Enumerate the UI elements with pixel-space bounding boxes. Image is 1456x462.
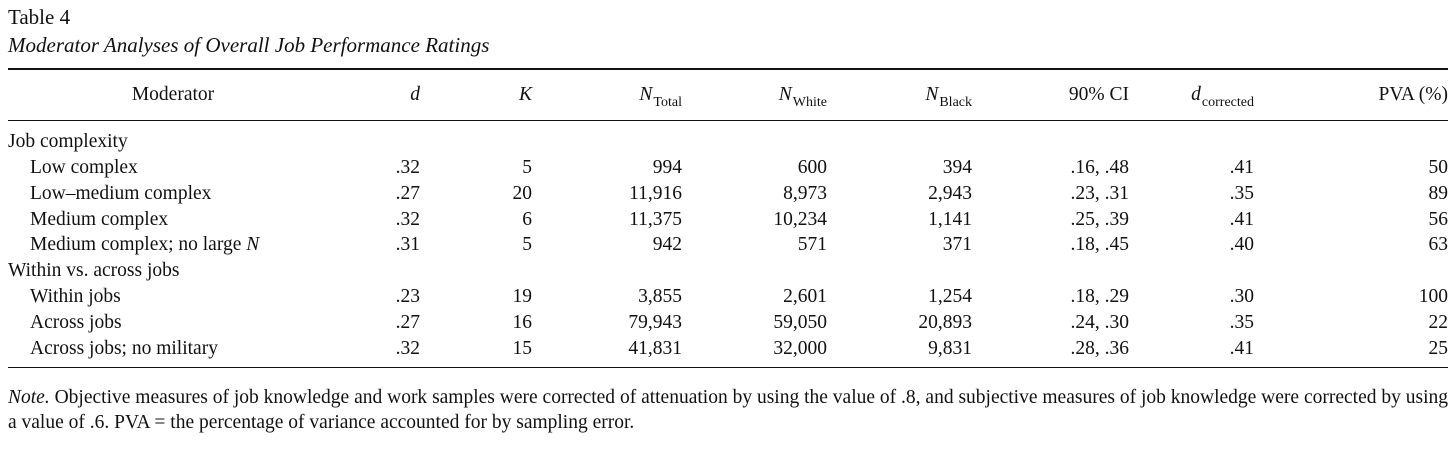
group-label: Within vs. across jobs (8, 260, 180, 282)
cell-n-total: 79,943 (628, 311, 682, 333)
header-row (8, 70, 1448, 121)
cell-pva: 22 (1428, 311, 1448, 333)
cell-n-black: 2,943 (928, 182, 972, 204)
row-label-text: Across jobs; no military (30, 337, 218, 359)
cell-k: 5 (522, 157, 532, 178)
row-label-text: Across jobs (30, 311, 122, 333)
row-label (8, 155, 338, 181)
cell-n-white: 8,973 (783, 182, 827, 204)
header-d-corrected (1129, 70, 1254, 121)
row-label-text: Low–medium complex (30, 182, 212, 204)
header-n-white (682, 70, 827, 121)
cell-pva: 89 (1428, 182, 1448, 204)
header-n-black (827, 70, 972, 121)
header-d (338, 70, 420, 121)
cell-n-black: 371 (942, 234, 972, 256)
note-text: Objective measures of job knowledge and work samples were corrected of attenuation by using the value of .8, and subjective measures of job knowledge were corrected by using a value of .6. PVA = the percentage of variance accounted for by sampling error. (8, 387, 1453, 434)
cell-ci: .18, .45 (1070, 234, 1129, 256)
cell-n-white: 10,234 (773, 208, 827, 230)
table-row (8, 284, 1448, 310)
header-n-total (532, 70, 682, 121)
cell-ci: .25, .39 (1070, 208, 1129, 230)
cell-d: .27 (395, 311, 420, 333)
cell-ci: .18, .29 (1070, 285, 1129, 307)
table-row (8, 310, 1448, 336)
table-title: Moderator Analyses of Overall Job Performance Ratings (8, 33, 490, 57)
table-note (8, 385, 1453, 435)
cell-k: 15 (512, 337, 532, 359)
table-row (8, 232, 1448, 258)
cell-n-black: 1,141 (928, 208, 972, 230)
row-label-text: Within jobs (30, 285, 121, 307)
cell-pva: 56 (1428, 208, 1448, 230)
cell-d: .32 (395, 337, 420, 359)
row-label-italic: N (246, 234, 260, 256)
table-number: Table 4 (8, 5, 71, 29)
header-n-black-sub: Black (939, 95, 972, 110)
row-label-text: Medium complex; no large (30, 234, 247, 256)
cell-n-total: 942 (652, 234, 682, 256)
header-n-total-sub: Total (653, 95, 682, 110)
table-row (8, 207, 1448, 233)
header-n-black-base: N (925, 84, 939, 105)
cell-n-black: 394 (942, 157, 972, 178)
table-row (8, 336, 1448, 368)
cell-d-corrected: .30 (1229, 285, 1254, 307)
table-row (8, 181, 1448, 207)
group-row-within-vs-across (8, 258, 1448, 284)
cell-ci: .16, .48 (1070, 157, 1129, 178)
cell-d-corrected: .41 (1229, 208, 1254, 230)
header-ci: 90% CI (1068, 84, 1129, 105)
cell-n-white: 2,601 (783, 285, 827, 307)
cell-d: .32 (395, 157, 420, 178)
cell-d-corrected: .41 (1229, 337, 1254, 359)
row-label (8, 336, 338, 368)
header-n-total-base: N (639, 84, 653, 105)
cell-n-white: 59,050 (773, 311, 827, 333)
header-d-corrected-base: d (1191, 84, 1201, 105)
cell-pva: 50 (1428, 157, 1448, 178)
cell-pva: 63 (1428, 234, 1448, 256)
row-label-text: Medium complex (30, 208, 169, 230)
cell-k: 6 (522, 208, 532, 230)
header-k (420, 70, 532, 121)
cell-d-corrected: .41 (1229, 157, 1254, 178)
cell-d: .27 (395, 182, 420, 204)
cell-ci: .23, .31 (1070, 182, 1129, 204)
row-label (8, 181, 338, 207)
cell-n-black: 1,254 (928, 285, 972, 307)
row-label (8, 284, 338, 310)
cell-pva: 100 (1418, 285, 1448, 307)
cell-n-black: 9,831 (928, 337, 972, 359)
cell-n-white: 32,000 (773, 337, 827, 359)
row-label (8, 207, 338, 233)
cell-pva: 25 (1428, 337, 1448, 359)
header-d-text: d (410, 84, 420, 105)
header-pva: PVA (%) (1378, 84, 1448, 105)
note-label: Note. (8, 387, 50, 409)
row-label (8, 232, 338, 258)
cell-d-corrected: .35 (1229, 182, 1254, 204)
table-document (8, 4, 1453, 435)
cell-n-black: 20,893 (918, 311, 972, 333)
cell-n-white: 600 (797, 157, 827, 178)
cell-n-total: 11,375 (629, 208, 682, 230)
cell-n-white: 571 (797, 234, 827, 256)
cell-ci: .28, .36 (1070, 337, 1129, 359)
cell-n-total: 994 (652, 157, 682, 178)
cell-d: .23 (395, 285, 420, 307)
group-row-job-complexity (8, 121, 1448, 155)
table-row (8, 155, 1448, 181)
cell-k: 5 (522, 234, 532, 256)
cell-k: 19 (512, 285, 532, 307)
cell-d-corrected: .40 (1229, 234, 1254, 256)
cell-n-total: 11,916 (629, 182, 682, 204)
cell-k: 20 (512, 182, 532, 204)
header-d-corrected-sub: corrected (1201, 95, 1254, 110)
header-n-white-sub: White (792, 95, 827, 110)
header-moderator: Moderator (131, 84, 215, 105)
group-label: Job complexity (8, 131, 128, 153)
cell-k: 16 (512, 311, 532, 333)
row-label-text: Low complex (30, 157, 138, 178)
header-k-text: K (518, 84, 532, 105)
bottom-rule (8, 368, 1448, 369)
cell-d-corrected: .35 (1229, 311, 1254, 333)
header-n-white-base: N (778, 84, 792, 105)
moderator-table (8, 70, 1448, 368)
cell-n-total: 3,855 (638, 285, 682, 307)
cell-d: .32 (395, 208, 420, 230)
cell-d: .31 (395, 234, 420, 256)
row-label (8, 310, 338, 336)
cell-n-total: 41,831 (628, 337, 682, 359)
cell-ci: .24, .30 (1070, 311, 1129, 333)
